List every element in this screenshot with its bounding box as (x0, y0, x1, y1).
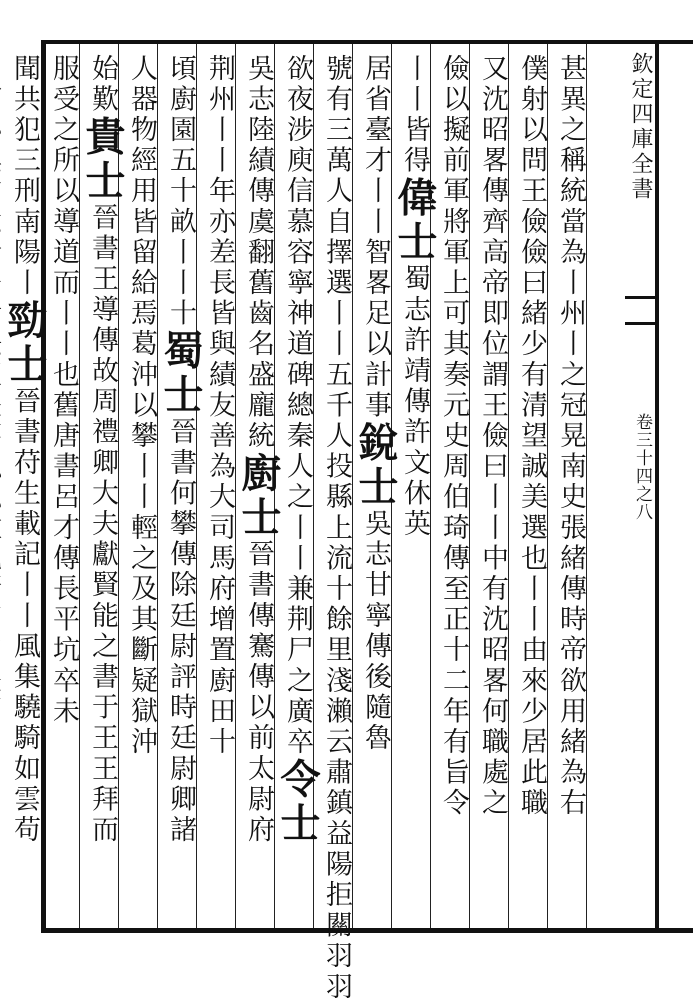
text-run: 居省臺 (360, 54, 391, 146)
text-run: 號有三萬人自擇選丨丨五千人投縣上流十餘里淺瀨云 (321, 54, 352, 758)
text-column (199, 54, 239, 924)
text-run: 服 (48, 54, 79, 85)
text-run (0, 268, 1, 727)
text-run: 晉書王導傳故周禮卿大夫獻賢能之書于王王拜而 (87, 203, 118, 846)
frame-right-border (655, 40, 659, 933)
text-column (391, 54, 438, 924)
text-column (274, 54, 321, 924)
entry-headword: 貴士 (79, 115, 126, 204)
text-run: 吳志陸績傳虞翻舊齒名盛龐統 (243, 54, 274, 452)
text-run: 人器物經用皆留給焉 (126, 54, 157, 330)
text-run: 始歎 (87, 54, 118, 116)
text-run: 又沈昭畧傳齊高帝即位謂王儉曰丨丨中有沈昭畧何職處之 (477, 54, 508, 819)
text-run: 肅鎮益陽拒關羽羽 (321, 757, 352, 1003)
text-column (121, 54, 161, 924)
entry-headword: 勁士 (1, 298, 48, 387)
entry-headword: 令士 (274, 757, 321, 846)
text-run: 葛沖以攀丨丨輕之及其斷疑獄沖 (126, 329, 157, 758)
entry-headword: 蜀士 (157, 329, 204, 418)
text-column (43, 54, 83, 924)
text-run: 甚異之稱統當為丨州丨之冠晃南史張緒傳時帝欲用緒為右 (555, 54, 586, 819)
text-run: 晉書傳騫傳以前太尉府 (243, 539, 274, 846)
frame-top-border (41, 40, 693, 44)
text-run: 為大司馬府增置廚田十 (204, 451, 235, 758)
frame-bottom-border (41, 928, 693, 933)
text-column (316, 54, 356, 1003)
text-run: 吳志甘寧傳後隨魯 (360, 509, 391, 755)
text-run: 僕射以問王儉儉曰緒少有清望誠美選也丨丨由來少居此職 (516, 54, 547, 819)
entry-headword: 銳士 (352, 421, 399, 510)
text-run: 儉以擬前軍將軍上可其奏元史周伯琦傳至正十二年有旨令 (438, 54, 469, 819)
fishtail-mark (625, 322, 655, 325)
text-run: 受之所以導道而丨丨也舊唐書呂才傳長平坑卒未 (48, 84, 79, 728)
entry-headword: 偉士 (391, 176, 438, 265)
text-run: 才丨丨智畧足以計事 (360, 145, 391, 422)
entry-headword: 廚士 (235, 451, 282, 540)
text-run: 荆州丨丨年亦差長皆與績友善 (204, 54, 235, 452)
volume-label: 卷三十四之八 (632, 413, 652, 521)
text-run: 頃廚園五十畝丨丨十 (165, 54, 196, 330)
text-run: 丨丨皆得 (399, 54, 430, 177)
text-column (472, 54, 512, 924)
text-column (352, 54, 399, 924)
text-run: 欲夜涉庾信慕容寧神道碑總秦人之丨丨兼荆尸之廣卒 (282, 54, 313, 758)
fishtail-mark (625, 296, 655, 299)
text-column (511, 54, 551, 924)
text-column (157, 54, 204, 924)
text-run: 晉書何攀傳除廷尉評時廷尉卿諸 (165, 417, 196, 846)
book-title: 欽定四庫全書 (628, 52, 653, 202)
text-run: 晉書苻生載記丨丨風集驍騎如雲苟 (9, 386, 40, 846)
text-column (0, 54, 5, 924)
text-column (235, 54, 282, 924)
text-column (79, 54, 126, 924)
text-run: 聞共犯三刑南陽丨 (9, 54, 40, 299)
text-run (0, 54, 1, 268)
text-column (1, 54, 48, 924)
text-column (550, 54, 590, 924)
text-run: 蜀志許靖傳許文休英 (399, 264, 430, 540)
text-column (433, 54, 473, 924)
